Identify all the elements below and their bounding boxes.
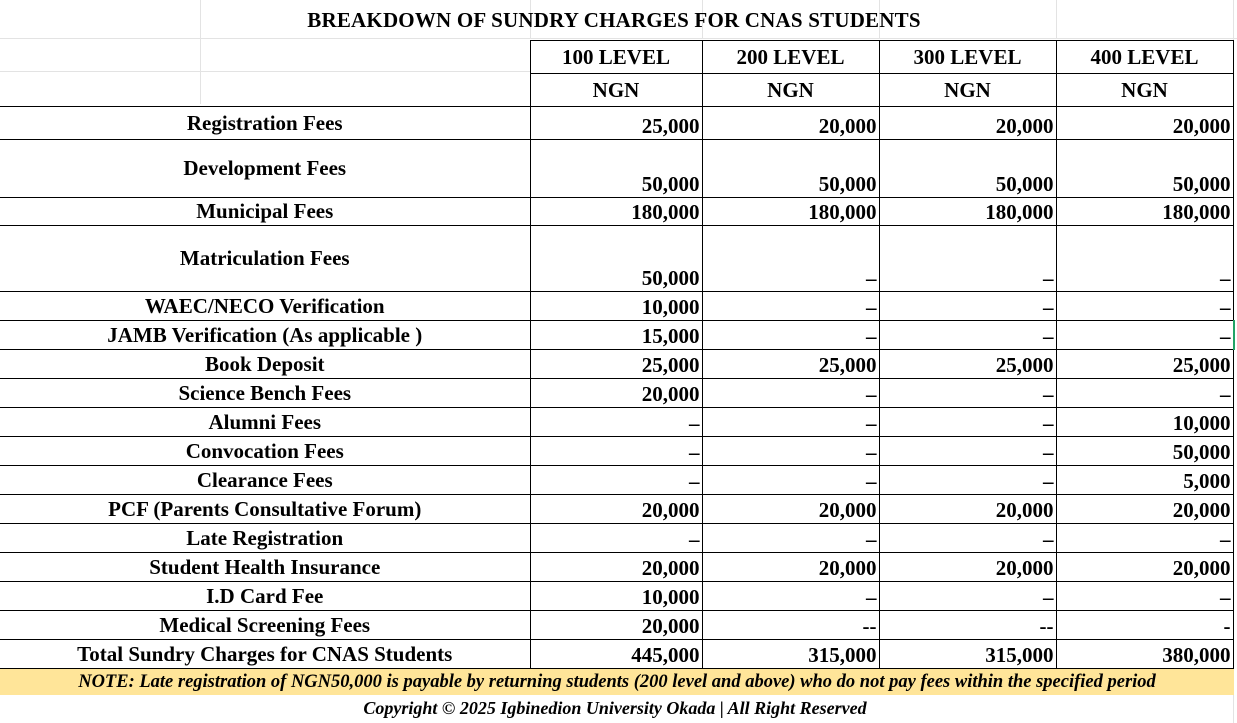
amount-cell: 20,000	[1056, 107, 1233, 140]
fee-label: Convocation Fees	[0, 437, 530, 466]
currency-header: NGN	[530, 74, 702, 107]
copyright-footer: Copyright © 2025 Igbinedion University Okada | All Right Reserved	[363, 698, 867, 718]
amount-cell: 10,000	[530, 582, 702, 611]
empty-amount-cell: –	[879, 292, 1056, 321]
total-row	[0, 640, 1233, 669]
empty-amount-cell: –	[702, 292, 879, 321]
fee-label: Late Registration	[0, 524, 530, 553]
amount-cell: 10,000	[1056, 408, 1233, 437]
table-row	[0, 582, 1233, 611]
fee-label: WAEC/NECO Verification	[0, 292, 530, 321]
table-row	[0, 495, 1233, 524]
currency-header: NGN	[1056, 74, 1233, 107]
amount-cell: 25,000	[702, 350, 879, 379]
table-row	[0, 226, 1233, 292]
amount-cell: 20,000	[879, 495, 1056, 524]
empty-amount-cell: –	[702, 408, 879, 437]
amount-cell: 20,000	[530, 379, 702, 408]
empty-amount-cell: –	[530, 524, 702, 553]
fee-label: Clearance Fees	[0, 466, 530, 495]
table-row	[0, 140, 1233, 198]
empty-amount-cell: –	[702, 524, 879, 553]
amount-cell: 20,000	[879, 107, 1056, 140]
level-header: 400 LEVEL	[1056, 41, 1233, 74]
table-row	[0, 198, 1233, 226]
empty-amount-cell: –	[879, 321, 1056, 350]
amount-cell: 20,000	[1056, 495, 1233, 524]
empty-amount-cell: –	[530, 437, 702, 466]
empty-amount-cell: –	[702, 226, 879, 292]
amount-cell: 20,000	[702, 495, 879, 524]
level-header: 100 LEVEL	[530, 41, 702, 74]
table-row	[0, 379, 1233, 408]
level-header: 300 LEVEL	[879, 41, 1056, 74]
empty-amount-cell: –	[879, 379, 1056, 408]
empty-amount-cell: –	[1056, 582, 1233, 611]
empty-amount-cell: --	[879, 611, 1056, 640]
amount-cell: 20,000	[530, 611, 702, 640]
empty-amount-cell: –	[702, 321, 879, 350]
fee-label: Development Fees	[0, 140, 530, 198]
amount-cell: 25,000	[879, 350, 1056, 379]
empty-amount-cell: –	[702, 437, 879, 466]
amount-cell: 50,000	[1056, 437, 1233, 466]
table-row	[0, 553, 1233, 582]
amount-cell: 20,000	[702, 553, 879, 582]
amount-cell: 25,000	[530, 107, 702, 140]
amount-cell: 15,000	[530, 321, 702, 350]
empty-amount-cell: –	[1056, 379, 1233, 408]
cell-selection-indicator	[1233, 320, 1235, 350]
empty-cell	[0, 74, 530, 107]
empty-amount-cell: –	[879, 408, 1056, 437]
amount-cell: 50,000	[1056, 140, 1233, 198]
table-row	[0, 611, 1233, 640]
total-label: Total Sundry Charges for CNAS Students	[0, 640, 530, 669]
amount-cell: 20,000	[530, 495, 702, 524]
empty-amount-cell: –	[879, 524, 1056, 553]
amount-cell: 20,000	[702, 107, 879, 140]
empty-amount-cell: –	[879, 437, 1056, 466]
amount-cell: 10,000	[530, 292, 702, 321]
empty-amount-cell: –	[1056, 321, 1233, 350]
table-row	[0, 408, 1233, 437]
empty-amount-cell: –	[1056, 226, 1233, 292]
fee-label: Alumni Fees	[0, 408, 530, 437]
fee-label: Registration Fees	[0, 107, 530, 140]
fee-label: I.D Card Fee	[0, 582, 530, 611]
amount-cell: 380,000	[1056, 640, 1233, 669]
amount-cell: 50,000	[530, 140, 702, 198]
empty-cell	[0, 41, 530, 74]
empty-amount-cell: –	[879, 582, 1056, 611]
amount-cell: 25,000	[530, 350, 702, 379]
fee-label: Book Deposit	[0, 350, 530, 379]
fee-label: Medical Screening Fees	[0, 611, 530, 640]
table-row	[0, 107, 1233, 140]
table-row	[0, 524, 1233, 553]
table-row	[0, 321, 1233, 350]
sheet-title: BREAKDOWN OF SUNDRY CHARGES FOR CNAS STUDENTS	[307, 8, 921, 32]
amount-cell: 50,000	[702, 140, 879, 198]
fee-label: Matriculation Fees	[0, 226, 530, 292]
amount-cell: 50,000	[879, 140, 1056, 198]
charges-table	[0, 40, 1234, 669]
empty-amount-cell: –	[530, 466, 702, 495]
amount-cell: 50,000	[530, 226, 702, 292]
amount-cell: 315,000	[702, 640, 879, 669]
fee-label: JAMB Verification (As applicable )	[0, 321, 530, 350]
amount-cell: 20,000	[879, 553, 1056, 582]
empty-amount-cell: --	[702, 611, 879, 640]
empty-amount-cell: –	[530, 408, 702, 437]
amount-cell: 25,000	[1056, 350, 1233, 379]
amount-cell: 445,000	[530, 640, 702, 669]
fee-label: Student Health Insurance	[0, 553, 530, 582]
amount-cell: 180,000	[530, 198, 702, 226]
amount-cell: 180,000	[879, 198, 1056, 226]
table-row	[0, 350, 1233, 379]
amount-cell: 315,000	[879, 640, 1056, 669]
table-row	[0, 466, 1233, 495]
level-header: 200 LEVEL	[702, 41, 879, 74]
level-header-row	[0, 41, 1233, 74]
table-row	[0, 437, 1233, 466]
empty-amount-cell: –	[879, 226, 1056, 292]
empty-amount-cell: -	[1056, 611, 1233, 640]
amount-cell: 180,000	[1056, 198, 1233, 226]
amount-cell: 180,000	[702, 198, 879, 226]
amount-cell: 20,000	[530, 553, 702, 582]
currency-header: NGN	[879, 74, 1056, 107]
amount-cell: 20,000	[1056, 553, 1233, 582]
empty-amount-cell: –	[702, 379, 879, 408]
fee-label: Municipal Fees	[0, 198, 530, 226]
fee-label: PCF (Parents Consultative Forum)	[0, 495, 530, 524]
late-registration-note: NOTE: Late registration of NGN50,000 is payable by returning students (200 level and above) who do not pay fees within the specified period	[0, 669, 1234, 695]
currency-header-row	[0, 74, 1233, 107]
amount-cell: 5,000	[1056, 466, 1233, 495]
empty-amount-cell: –	[1056, 292, 1233, 321]
empty-amount-cell: –	[702, 466, 879, 495]
table-row	[0, 292, 1233, 321]
fee-label: Science Bench Fees	[0, 379, 530, 408]
empty-amount-cell: –	[879, 466, 1056, 495]
empty-amount-cell: –	[702, 582, 879, 611]
currency-header: NGN	[702, 74, 879, 107]
empty-amount-cell: –	[1056, 524, 1233, 553]
